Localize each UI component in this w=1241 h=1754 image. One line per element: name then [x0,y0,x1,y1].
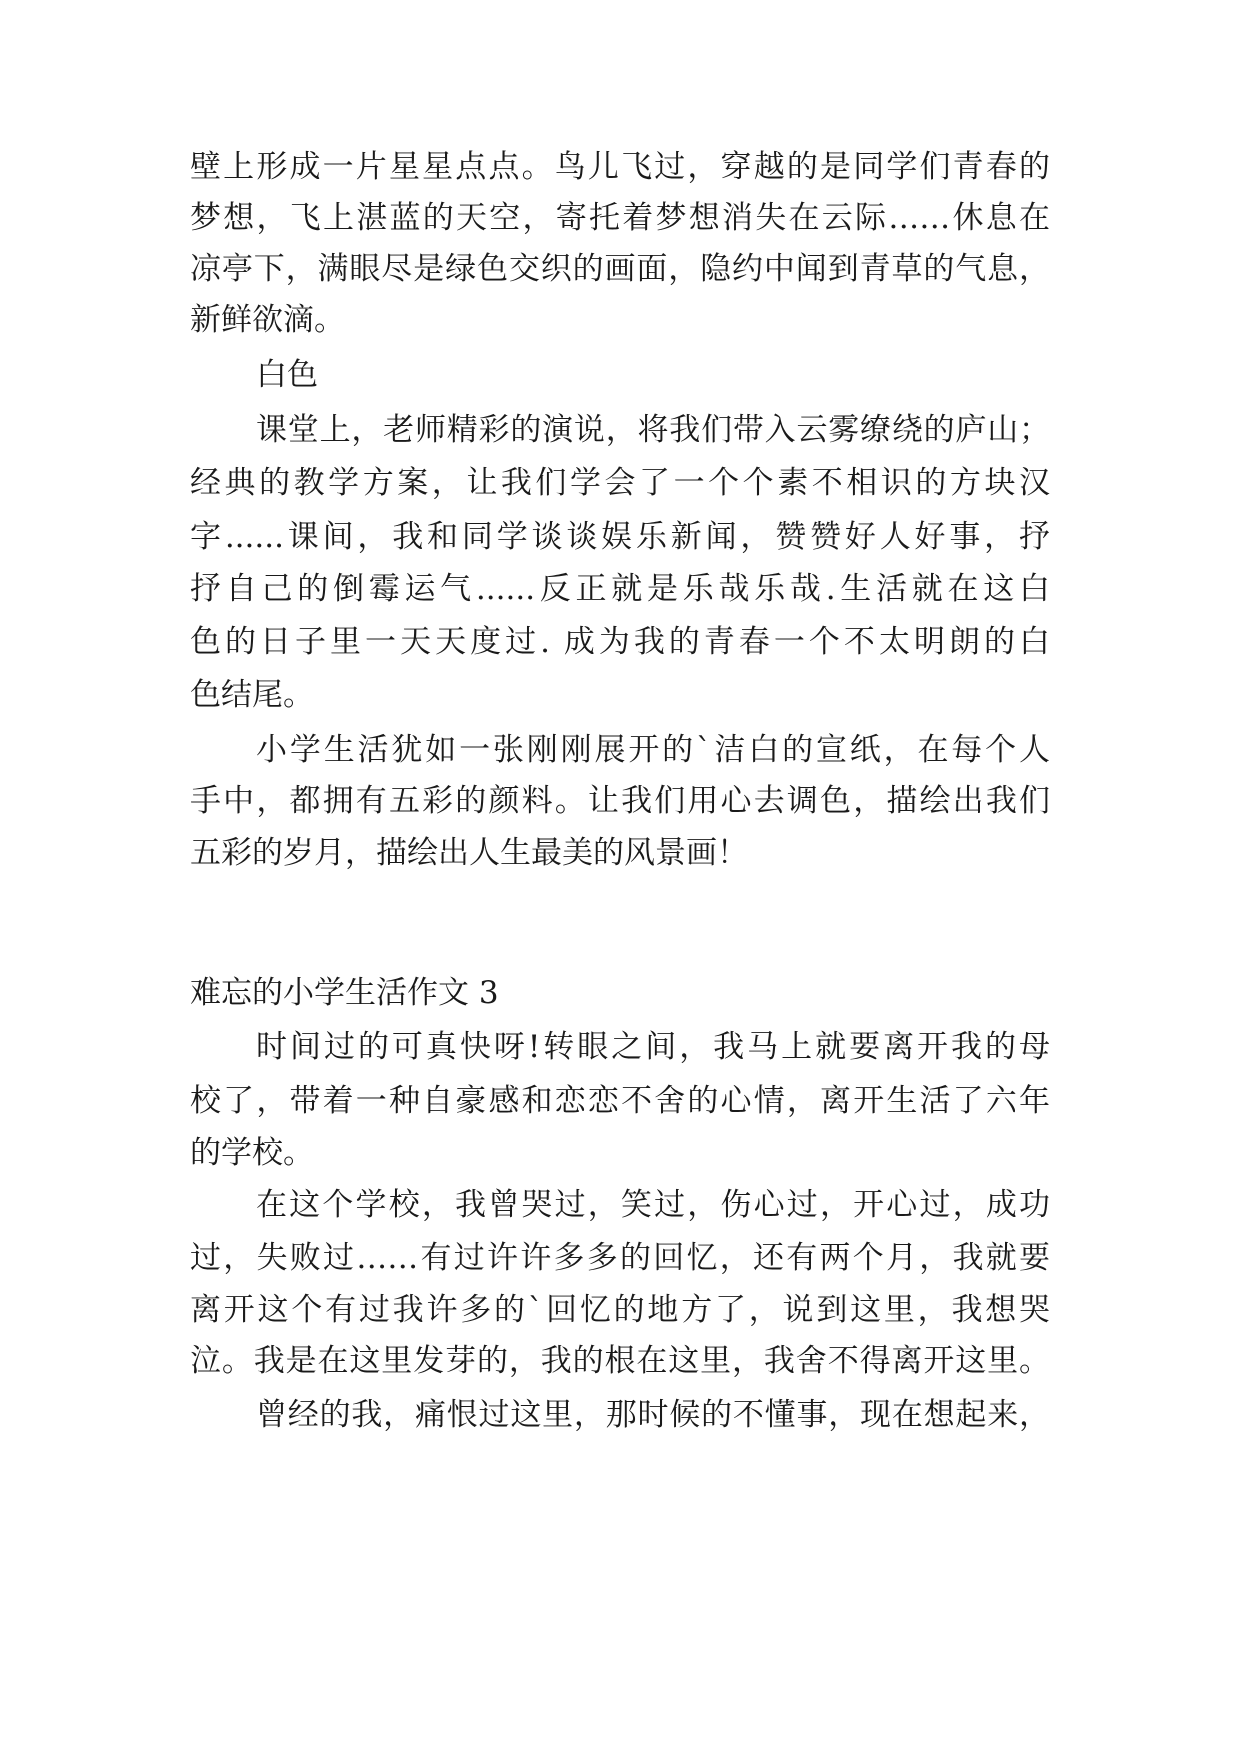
text-line: 过，失败过……有过许许多多的回忆，还有两个月，我就要 [190,1240,1050,1276]
text-line: 小学生活犹如一张刚刚展开的`洁白的宣纸，在每个人 [256,732,1050,768]
text-line: 校了，带着一种自豪感和恋恋不舍的心情，离开生活了六年 [190,1083,1050,1119]
text-line: 的学校。 [190,1135,314,1171]
text-line: 凉亭下，满眼尽是绿色交织的画面，隐约中闻到青草的气息， [190,251,1050,287]
text-line: 课堂上，老师精彩的演说，将我们带入云雾缭绕的庐山； [256,412,1050,448]
text-line: 离开这个有过我许多的`回忆的地方了，说到这里，我想哭 [190,1292,1050,1328]
text-line: 在这个学校，我曾哭过，笑过，伤心过，开心过，成功 [256,1187,1050,1223]
text-line: 梦想，飞上湛蓝的天空，寄托着梦想消失在云际……休息在 [190,200,1050,236]
text-line: 曾经的我，痛恨过这里，那时候的不懂事，现在想起来， [256,1397,1050,1433]
text-line: 色的日子里一天天度过. 成为我的青春一个不太明朗的白 [190,624,1050,660]
text-line: 泣。我是在这里发芽的，我的根在这里，我舍不得离开这里。 [190,1343,1050,1379]
text-line: 时间过的可真快呀!转眼之间，我马上就要离开我的母 [256,1029,1050,1065]
section-heading: 白色 [256,357,318,393]
text-line: 字......课间，我和同学谈谈娱乐新闻，赞赞好人好事，抒 [190,519,1050,555]
text-line: 手中，都拥有五彩的颜料。让我们用心去调色，描绘出我们 [190,783,1050,819]
text-line: 抒自己的倒霉运气......反正就是乐哉乐哉.生活就在这白 [190,571,1050,607]
text-line: 壁上形成一片星星点点。鸟儿飞过，穿越的是同学们青春的 [190,149,1050,185]
section-title: 难忘的小学生活作文 3 [190,975,499,1011]
text-line: 新鲜欲滴。 [190,302,345,338]
text-line: 五彩的岁月，描绘出人生最美的风景画！ [190,835,748,871]
text-line: 色结尾。 [190,677,314,713]
text-line: 经典的教学方案，让我们学会了一个个素不相识的方块汉 [190,465,1050,501]
